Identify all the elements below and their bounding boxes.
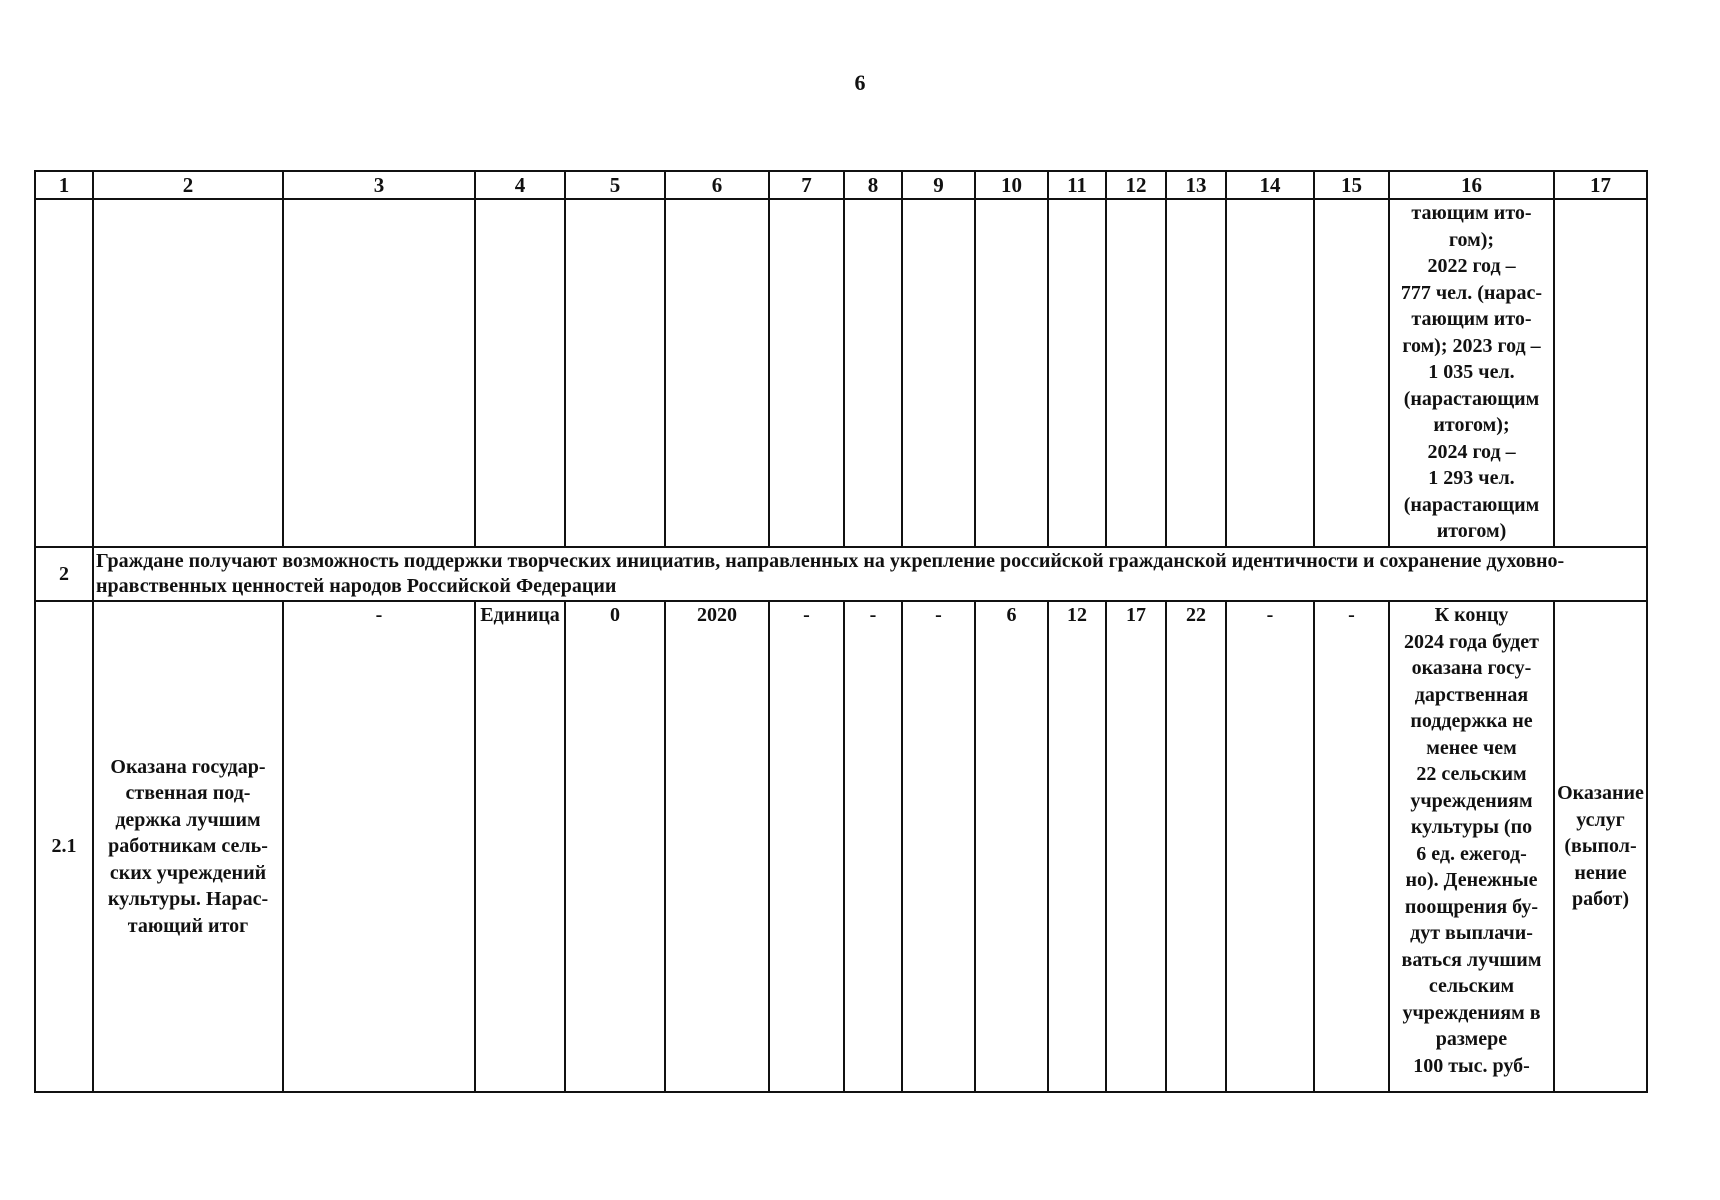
data-cell: - (1314, 601, 1389, 1092)
empty-cell (565, 199, 665, 547)
column-number-cell: 7 (769, 171, 844, 199)
column-number-cell: 16 (1389, 171, 1554, 199)
column-number-cell: 14 (1226, 171, 1314, 199)
data-cell: 17 (1106, 601, 1166, 1092)
data-cell: 6 (975, 601, 1048, 1092)
column-number-cell: 5 (565, 171, 665, 199)
page-number: 6 (854, 70, 866, 95)
empty-cell (35, 199, 93, 547)
data-cell: 12 (1048, 601, 1106, 1092)
empty-cell (1314, 199, 1389, 547)
empty-cell (902, 199, 975, 547)
column-number-cell: 9 (902, 171, 975, 199)
section-title-cell: Граждане получают возможность поддержки творческих инициатив, направленных на укрепление российской гражданской идентичности и сохранение духовно-нравственных ценностей народов Российской Федерации (93, 547, 1647, 601)
empty-cell (1226, 199, 1314, 547)
column-number-cell: 13 (1166, 171, 1226, 199)
empty-cell (665, 199, 769, 547)
column-number-cell: 12 (1106, 171, 1166, 199)
unit-cell: Единица (475, 601, 565, 1092)
column-number-cell: 2 (93, 171, 283, 199)
empty-cell (283, 199, 475, 547)
empty-cell (769, 199, 844, 547)
empty-cell (1166, 199, 1226, 547)
empty-cell (844, 199, 902, 547)
result-description-cell: тающим ито- гом); 2022 год – 777 чел. (нарас- тающим ито- гом); 2023 год – 1 035 чел. (нарастающим итогом); 2024 год – 1 293 чел. (нарастающим итогом) (1389, 199, 1554, 547)
table-header-row (35, 171, 1647, 199)
empty-cell (1048, 199, 1106, 547)
section-row (35, 547, 1647, 601)
result-type-cell: Оказание услуг (выпол- нение работ) (1554, 601, 1647, 1092)
empty-cell (93, 199, 283, 547)
column-number-cell: 8 (844, 171, 902, 199)
column-number-cell: 3 (283, 171, 475, 199)
column-number-cell: 11 (1048, 171, 1106, 199)
table-row-2-1 (35, 601, 1647, 1092)
base-value-cell: 0 (565, 601, 665, 1092)
data-cell: - (1226, 601, 1314, 1092)
column-number-cell: 4 (475, 171, 565, 199)
column-number-cell: 6 (665, 171, 769, 199)
empty-cell (1554, 199, 1647, 547)
column-number-cell: 15 (1314, 171, 1389, 199)
document-table (34, 170, 1648, 1093)
indicator-name-cell: Оказана государ- ственная под- держка лучшим работникам сель- ских учреждений культуры. Нарас- тающий итог (93, 601, 283, 1092)
data-cell: - (902, 601, 975, 1092)
data-cell: - (283, 601, 475, 1092)
empty-cell (1106, 199, 1166, 547)
data-cell: - (844, 601, 902, 1092)
table-row-continued (35, 199, 1647, 547)
column-number-cell: 1 (35, 171, 93, 199)
empty-cell (975, 199, 1048, 547)
data-cell: - (769, 601, 844, 1092)
column-number-cell: 10 (975, 171, 1048, 199)
row-number-cell: 2.1 (35, 601, 93, 1092)
data-cell: 22 (1166, 601, 1226, 1092)
empty-cell (475, 199, 565, 547)
result-description-cell: К концу 2024 года будет оказана госу- дарственная поддержка не менее чем 22 сельским учреждениям культуры (по 6 ед. ежегод- но). Денежные поощрения бу- дут выплачи- ваться лучшим сельским учреждениям в размере 100 тыс. руб- (1389, 601, 1554, 1092)
section-number-cell: 2 (35, 547, 93, 601)
base-year-cell: 2020 (665, 601, 769, 1092)
column-number-cell: 17 (1554, 171, 1647, 199)
